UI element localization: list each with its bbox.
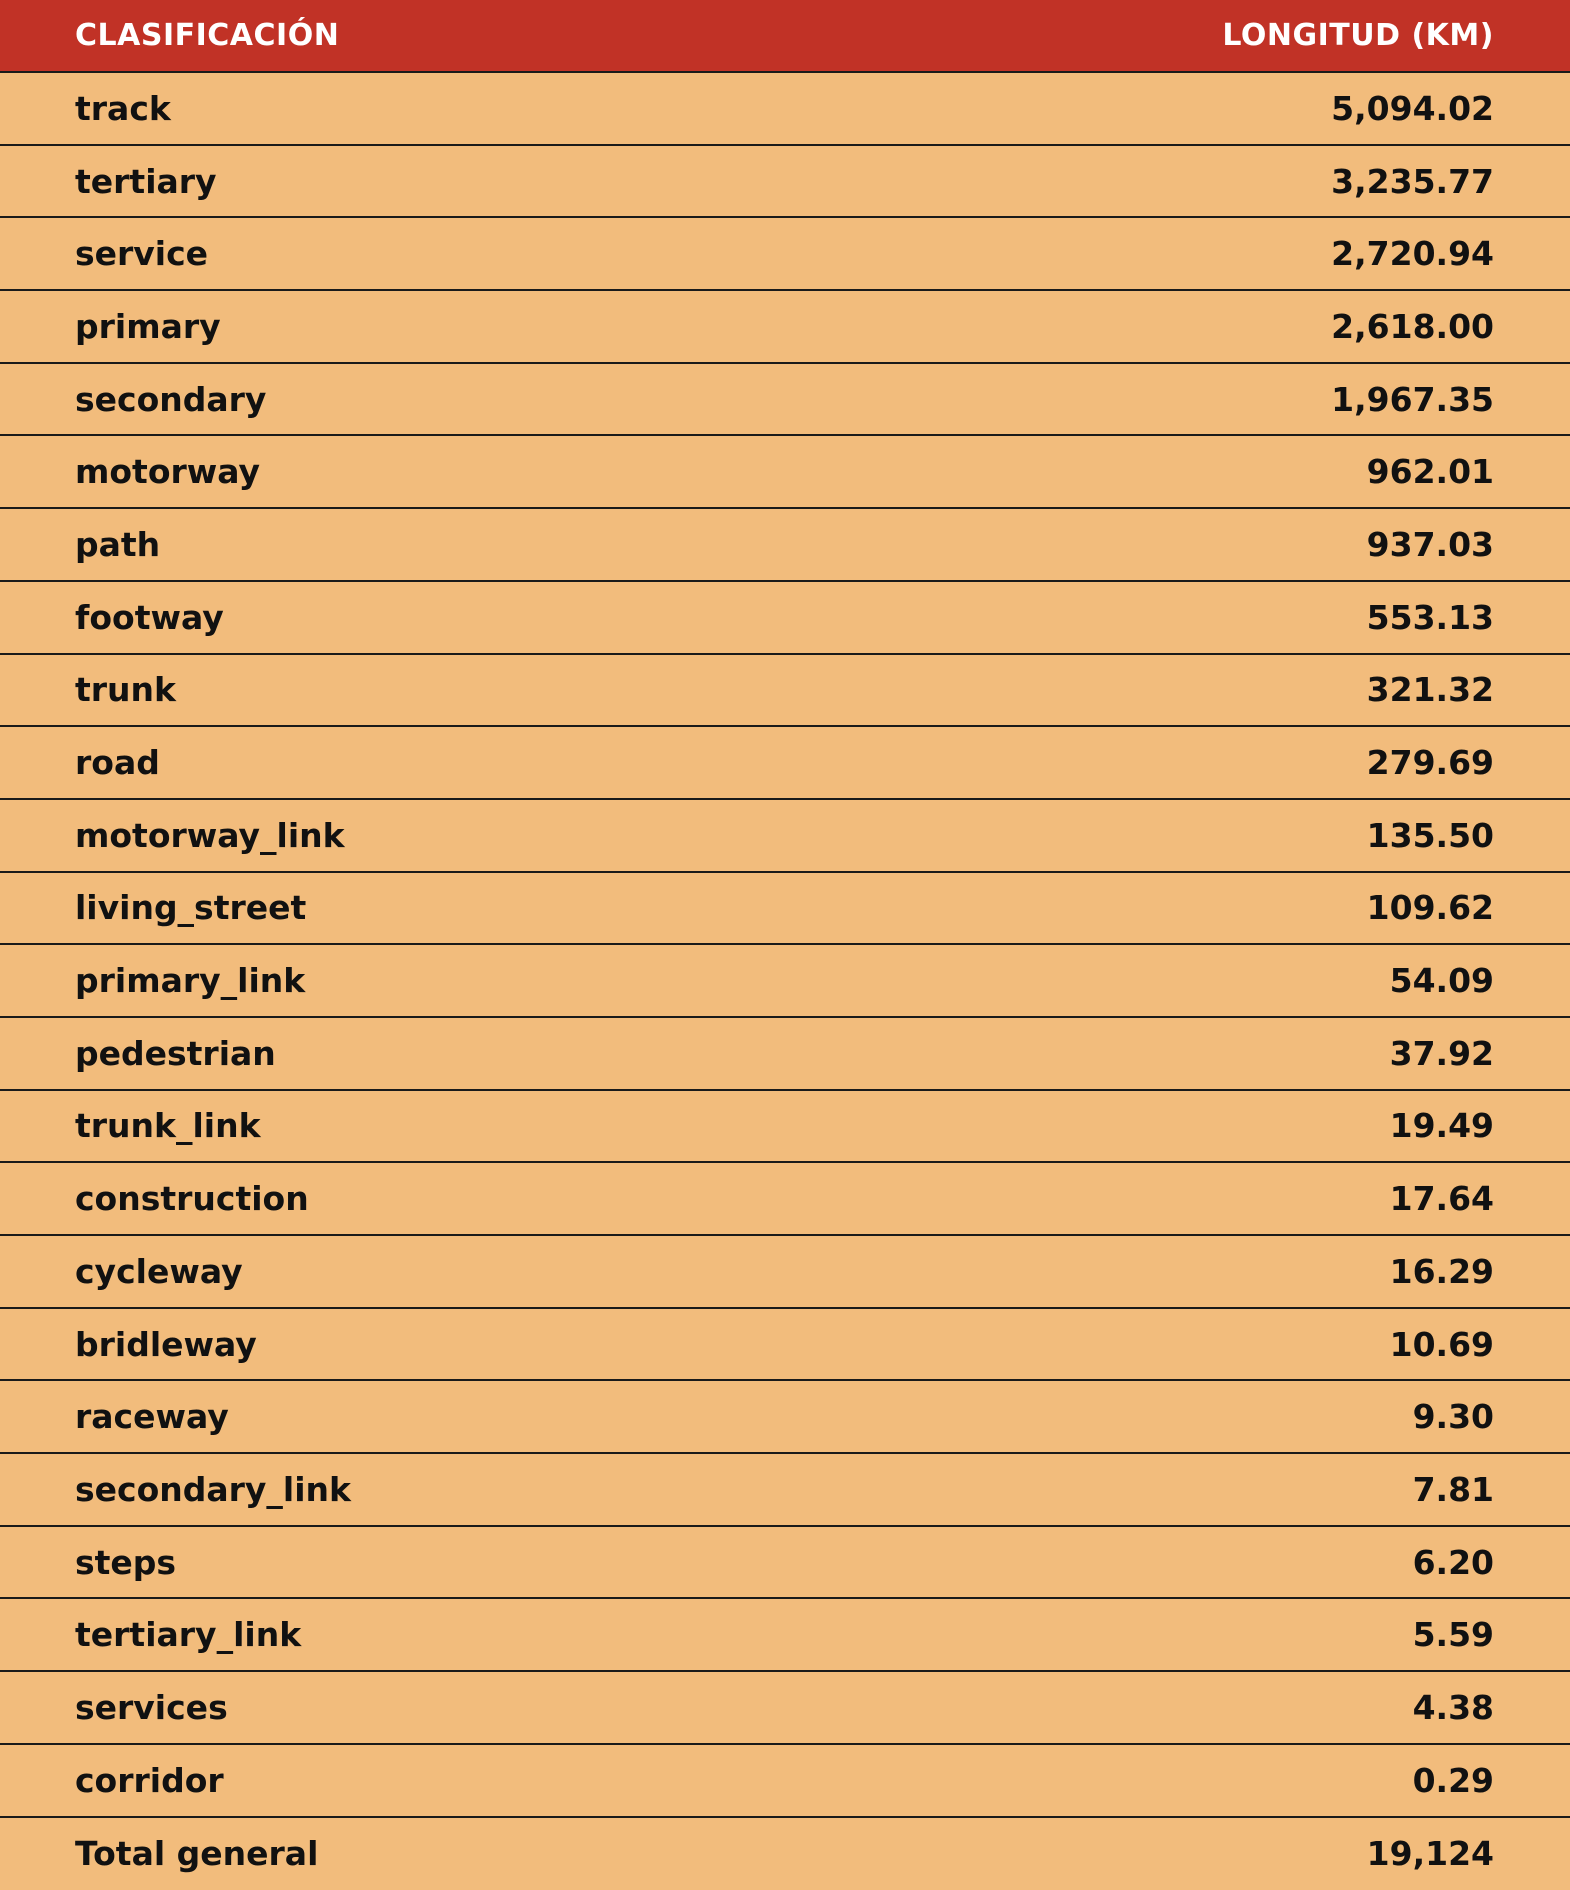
header-length: LONGITUD (KM) <box>1222 18 1494 53</box>
cell-length: 2,720.94 <box>1331 234 1494 273</box>
cell-length: 19,124 <box>1367 1834 1494 1873</box>
table-row <box>0 800 1570 873</box>
table-row <box>0 582 1570 655</box>
cell-length: 7.81 <box>1413 1470 1494 1509</box>
table-row <box>0 436 1570 509</box>
cell-length: 16.29 <box>1390 1252 1494 1291</box>
cell-classification: road <box>75 743 160 782</box>
cell-length: 6.20 <box>1413 1543 1494 1582</box>
cell-length: 9.30 <box>1413 1397 1494 1436</box>
cell-length: 54.09 <box>1390 961 1494 1000</box>
cell-classification: trunk <box>75 670 176 709</box>
cell-classification: secondary_link <box>75 1470 351 1509</box>
table-row <box>0 1018 1570 1091</box>
cell-classification: bridleway <box>75 1325 257 1364</box>
header-classification: CLASIFICACIÓN <box>75 18 339 53</box>
table-row <box>0 291 1570 364</box>
cell-classification: corridor <box>75 1761 224 1800</box>
cell-classification: Total general <box>75 1834 318 1873</box>
cell-length: 553.13 <box>1367 598 1494 637</box>
cell-length: 937.03 <box>1367 525 1494 564</box>
cell-length: 109.62 <box>1367 888 1494 927</box>
table-row <box>0 1672 1570 1745</box>
cell-length: 17.64 <box>1390 1179 1494 1218</box>
total-row <box>0 1818 1570 1890</box>
cell-length: 0.29 <box>1413 1761 1494 1800</box>
cell-length: 2,618.00 <box>1331 307 1494 346</box>
table-row <box>0 73 1570 146</box>
cell-classification: cycleway <box>75 1252 243 1291</box>
table-row <box>0 1599 1570 1672</box>
cell-length: 5.59 <box>1413 1615 1494 1654</box>
table-row <box>0 146 1570 219</box>
cell-length: 3,235.77 <box>1331 162 1494 201</box>
table-row <box>0 1091 1570 1164</box>
table-row <box>0 218 1570 291</box>
table-row <box>0 1454 1570 1527</box>
cell-classification: track <box>75 89 171 128</box>
cell-classification: secondary <box>75 380 266 419</box>
cell-length: 5,094.02 <box>1331 89 1494 128</box>
table-body <box>0 73 1570 1890</box>
cell-length: 10.69 <box>1390 1325 1494 1364</box>
cell-length: 279.69 <box>1367 743 1494 782</box>
cell-classification: tertiary <box>75 162 217 201</box>
table-row <box>0 727 1570 800</box>
table-row <box>0 945 1570 1018</box>
cell-classification: footway <box>75 598 224 637</box>
table-row <box>0 1381 1570 1454</box>
cell-classification: path <box>75 525 160 564</box>
cell-classification: pedestrian <box>75 1034 276 1073</box>
cell-classification: motorway <box>75 452 260 491</box>
table-row <box>0 509 1570 582</box>
cell-classification: primary <box>75 307 221 346</box>
cell-length: 4.38 <box>1413 1688 1494 1727</box>
table-row <box>0 873 1570 946</box>
table-row <box>0 655 1570 728</box>
cell-classification: construction <box>75 1179 309 1218</box>
table-header <box>0 0 1570 73</box>
table-row <box>0 364 1570 437</box>
cell-classification: services <box>75 1688 228 1727</box>
table-row <box>0 1745 1570 1818</box>
table-row <box>0 1309 1570 1382</box>
cell-length: 321.32 <box>1367 670 1494 709</box>
cell-classification: raceway <box>75 1397 229 1436</box>
cell-classification: service <box>75 234 208 273</box>
cell-classification: living_street <box>75 888 306 927</box>
cell-classification: steps <box>75 1543 176 1582</box>
cell-length: 1,967.35 <box>1331 380 1494 419</box>
cell-classification: primary_link <box>75 961 305 1000</box>
cell-length: 19.49 <box>1390 1106 1494 1145</box>
cell-classification: trunk_link <box>75 1106 261 1145</box>
cell-length: 962.01 <box>1367 452 1494 491</box>
cell-classification: motorway_link <box>75 816 345 855</box>
table-row <box>0 1163 1570 1236</box>
cell-length: 135.50 <box>1367 816 1494 855</box>
cell-classification: tertiary_link <box>75 1615 301 1654</box>
table-row <box>0 1527 1570 1600</box>
cell-length: 37.92 <box>1390 1034 1494 1073</box>
table-row <box>0 1236 1570 1309</box>
